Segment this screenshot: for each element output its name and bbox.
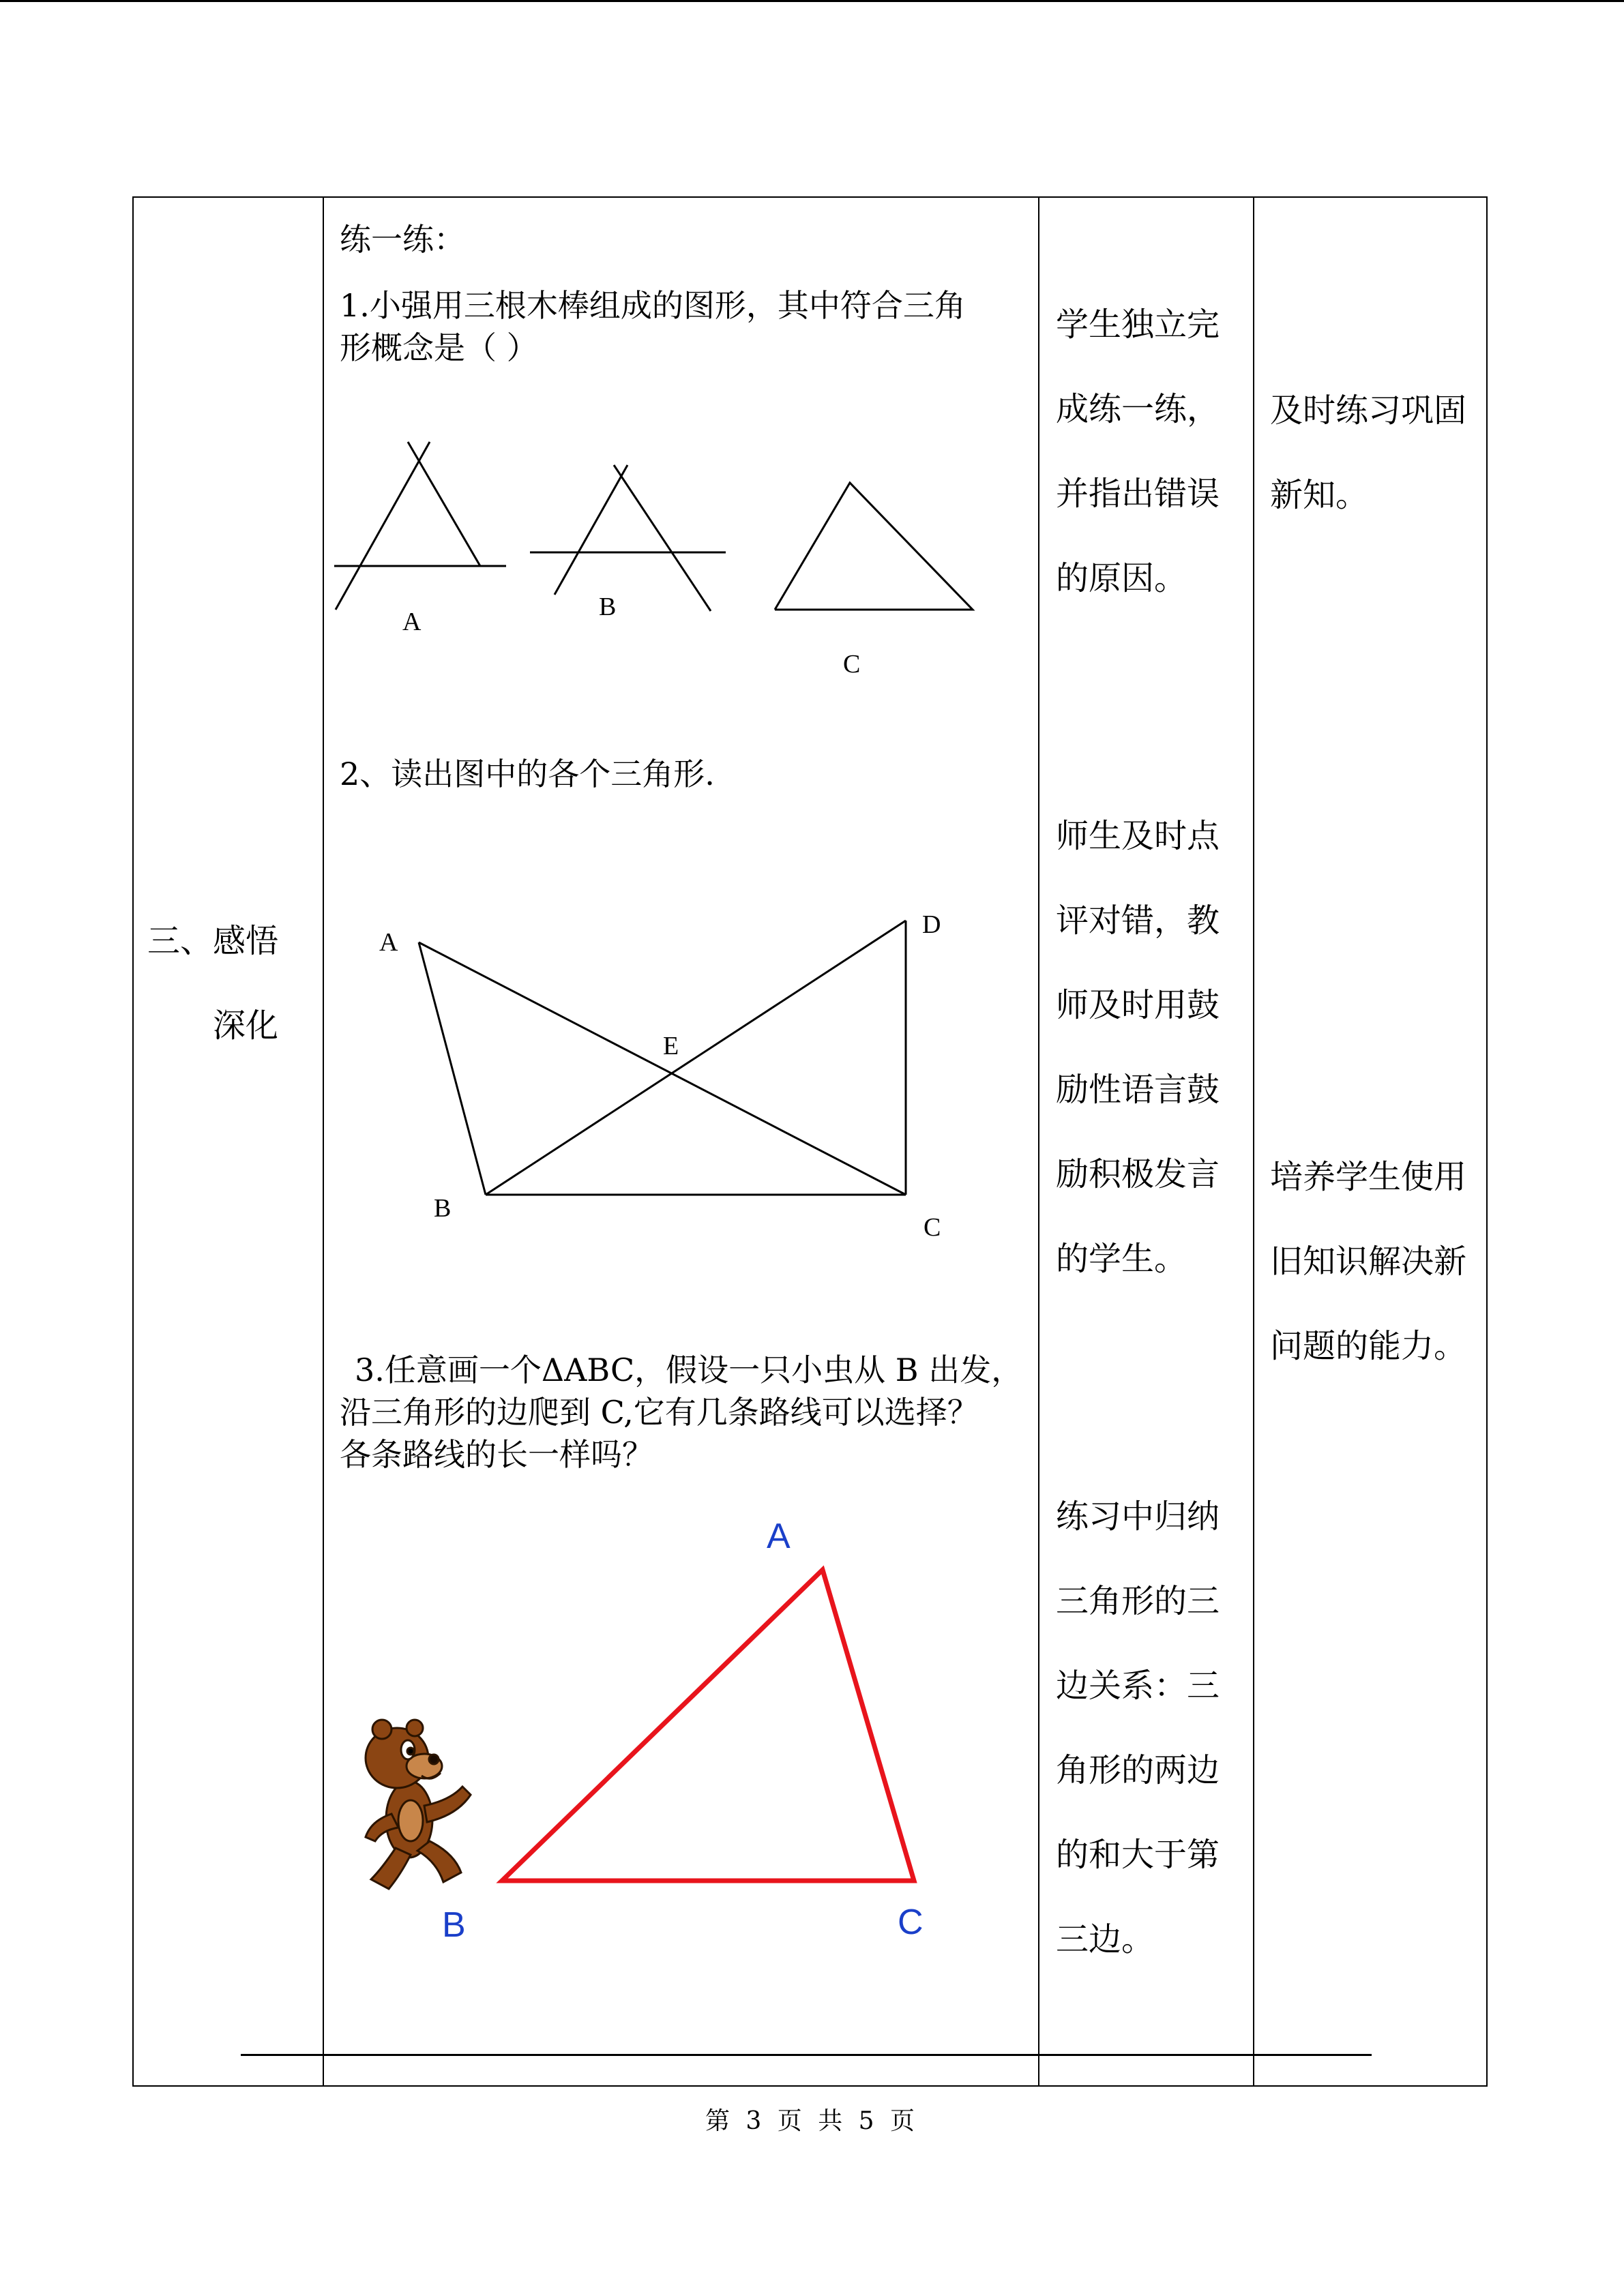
red-triangle [502,1570,914,1881]
option-label-b: B [599,593,617,621]
student-activity-2: 师生及时点 评对错，教 师及时用鼓 励性语言鼓 励积极发言 的学生。 [1056,817,1220,1278]
question-3-line1: 3.任意画一个ΔABC，假设一只小虫从 B 出发， [355,1352,1023,1388]
bug-path-figure [341,1500,1023,1945]
design-intent-1: 及时练习巩固 新知。 [1270,391,1467,514]
page-footer: 第 3 页 共 5 页 [705,2107,919,2135]
vertex-label-c: C [924,1213,941,1242]
triangle-label-c: C [898,1903,924,1942]
question-2: 2、读出图中的各个三角形. [340,756,715,792]
question-3-line3: 各条路线的长一样吗？ [340,1436,653,1473]
column-divider [323,196,324,2087]
vertex-label-d: D [922,910,941,939]
question-3-line2: 沿三角形的边爬到 C,它有几条路线可以选择？ [340,1394,979,1431]
top-border [0,0,1624,2]
option-label-a: A [402,608,422,636]
quadrilateral-figure [327,893,1009,1262]
student-activity-3: 练习中归纳 三角形的三 边关系：三 角形的两边 的和大于第 三边。 [1056,1497,1220,1958]
column-divider [1038,196,1039,2087]
design-intent-2: 培养学生使用 旧知识解决新 问题的能力。 [1270,1158,1467,1365]
vertex-label-b: B [434,1194,452,1223]
bear-icon [366,1720,471,1889]
table-rule [241,2054,1372,2056]
stage-label [147,899,278,1068]
column-divider [1253,196,1254,2087]
triangle-label-b: B [442,1905,466,1945]
stage-line: 深化 [213,1007,279,1045]
exercise-heading: 练一练： [340,221,465,258]
stick-figures [327,436,1009,682]
question-1-line2: 形概念是（ ） [340,329,538,366]
question-1-line1: 1.小强用三根木棒组成的图形，其中符合三角 [340,287,966,324]
stage-line: 三、感悟 [147,922,279,960]
triangle-label-a: A [767,1517,791,1556]
vertex-label-a: A [379,928,398,957]
vertex-label-e: E [663,1032,679,1060]
option-label-c: C [843,650,861,679]
student-activity-1: 学生独立完 成练一练， 并指出错误 的原因。 [1056,305,1220,597]
